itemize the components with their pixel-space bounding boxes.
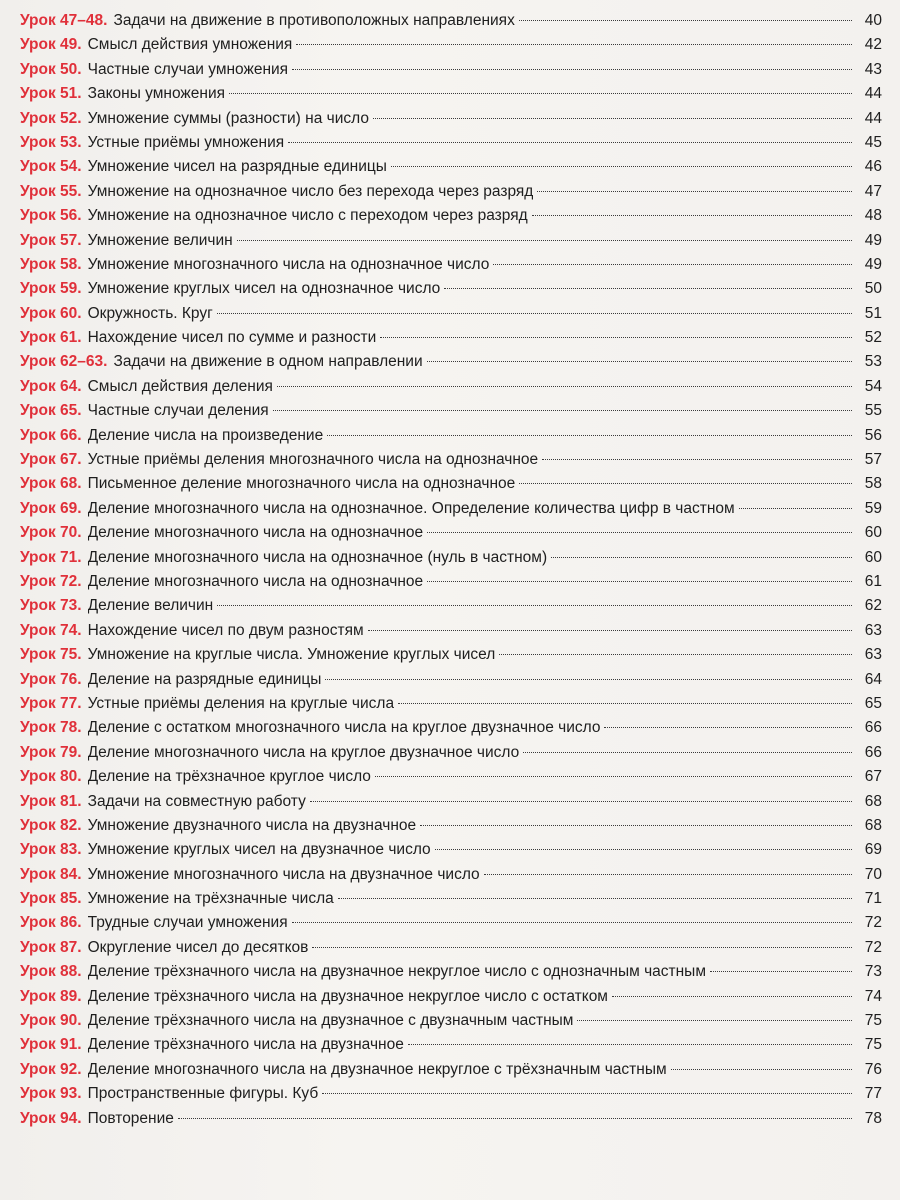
dot-leader <box>325 679 852 680</box>
toc-entry <box>20 375 882 399</box>
lesson-title: Устные приёмы умножения <box>87 133 285 151</box>
lesson-number: Урок 67. <box>20 451 82 469</box>
page-number: 69 <box>864 841 882 859</box>
lesson-title: Умножение суммы (разности) на число <box>87 109 369 127</box>
toc-entry <box>20 448 882 472</box>
page-number: 44 <box>864 85 882 103</box>
dot-leader <box>427 581 852 582</box>
page-number: 43 <box>864 60 882 78</box>
lesson-title: Умножение на однозначное число с переходом через разряд <box>87 207 528 225</box>
page-number: 57 <box>864 451 882 469</box>
dot-leader <box>237 240 852 241</box>
dot-leader <box>532 215 852 216</box>
dot-leader <box>310 801 852 802</box>
lesson-title: Деление числа на произведение <box>87 426 324 444</box>
lesson-title: Устные приёмы деления на круглые числа <box>87 694 395 712</box>
lesson-title: Умножение многозначного числа на однозначное число <box>87 255 490 273</box>
dot-leader <box>292 69 852 70</box>
page-number: 76 <box>864 1060 882 1078</box>
page-number: 73 <box>864 963 882 981</box>
lesson-title: Повторение <box>87 1109 174 1127</box>
lesson-number: Урок 73. <box>20 597 82 615</box>
lesson-title: Частные случаи деления <box>87 402 269 420</box>
lesson-number: Урок 84. <box>20 865 82 883</box>
toc-entry <box>20 619 882 643</box>
page-number: 54 <box>864 377 882 395</box>
page-number: 63 <box>864 621 882 639</box>
toc-entry <box>20 814 882 838</box>
lesson-number: Урок 87. <box>20 938 82 956</box>
lesson-number: Урок 76. <box>20 670 82 688</box>
lesson-number: Урок 62–63. <box>20 353 108 371</box>
toc-entry <box>20 155 882 179</box>
dot-leader <box>493 264 852 265</box>
toc-entry <box>20 326 882 350</box>
toc-entry <box>20 204 882 228</box>
lesson-title: Задачи на движение в одном направлении <box>113 353 423 371</box>
lesson-number: Урок 94. <box>20 1109 82 1127</box>
page-number: 48 <box>864 207 882 225</box>
lesson-title: Деление многозначного числа на круглое двузначное число <box>87 743 520 761</box>
lesson-title: Деление с остатком многозначного числа на круглое двузначное число <box>87 719 601 737</box>
lesson-number: Урок 92. <box>20 1060 82 1078</box>
toc-entry <box>20 302 882 326</box>
toc-entry <box>20 765 882 789</box>
lesson-title: Умножение двузначного числа на двузначное <box>87 816 417 834</box>
page-number: 44 <box>864 109 882 127</box>
page-number: 66 <box>864 719 882 737</box>
page-number: 40 <box>864 12 882 29</box>
dot-leader <box>338 898 852 899</box>
lesson-title: Деление трёхзначного числа на двузначное <box>87 1036 404 1054</box>
page-number: 62 <box>864 597 882 615</box>
lesson-title: Округление чисел до десятков <box>87 938 309 956</box>
lesson-number: Урок 72. <box>20 572 82 590</box>
toc-entry <box>20 887 882 911</box>
lesson-title: Деление многозначного числа на двузначное некруглое с трёхзначным частным <box>87 1060 667 1078</box>
lesson-title: Смысл действия умножения <box>87 36 293 54</box>
dot-leader <box>327 435 852 436</box>
toc-entry <box>20 911 882 935</box>
page-number: 55 <box>864 402 882 420</box>
lesson-number: Урок 93. <box>20 1085 82 1103</box>
lesson-number: Урок 78. <box>20 719 82 737</box>
dot-leader <box>380 337 852 338</box>
toc-entry <box>20 82 882 106</box>
lesson-title: Деление многозначного числа на однозначное (нуль в частном) <box>87 548 548 566</box>
toc-entry <box>20 594 882 618</box>
lesson-number: Урок 52. <box>20 109 82 127</box>
page-number: 75 <box>864 1012 882 1030</box>
toc-entry <box>20 229 882 253</box>
page-number: 68 <box>864 792 882 810</box>
page-number: 67 <box>864 768 882 786</box>
page-number: 52 <box>864 329 882 347</box>
toc-entry <box>20 643 882 667</box>
dot-leader <box>499 654 852 655</box>
toc-entry <box>20 180 882 204</box>
lesson-number: Урок 55. <box>20 182 82 200</box>
lesson-number: Урок 90. <box>20 1012 82 1030</box>
page-number: 72 <box>864 914 882 932</box>
dot-leader <box>292 922 852 923</box>
lesson-number: Урок 64. <box>20 377 82 395</box>
lesson-number: Урок 77. <box>20 694 82 712</box>
dot-leader <box>217 313 852 314</box>
page-number: 77 <box>864 1085 882 1103</box>
lesson-number: Урок 56. <box>20 207 82 225</box>
dot-leader <box>537 191 852 192</box>
lesson-number: Урок 51. <box>20 85 82 103</box>
lesson-title: Письменное деление многозначного числа на однозначное <box>87 475 516 493</box>
toc-entry <box>20 1009 882 1033</box>
toc-entry <box>20 838 882 862</box>
toc-entry <box>20 107 882 131</box>
toc-entry <box>20 472 882 496</box>
page-number: 58 <box>864 475 882 493</box>
lesson-number: Урок 91. <box>20 1036 82 1054</box>
dot-leader <box>398 703 852 704</box>
toc-entry <box>20 1107 882 1131</box>
lesson-number: Урок 79. <box>20 743 82 761</box>
lesson-number: Урок 81. <box>20 792 82 810</box>
page-number: 72 <box>864 938 882 956</box>
lesson-title: Умножение многозначного числа на двузначное число <box>87 865 480 883</box>
lesson-title: Задачи на совместную работу <box>87 792 306 810</box>
lesson-number: Урок 47–48. <box>20 12 108 29</box>
page-number: 71 <box>864 890 882 908</box>
toc-entry <box>20 131 882 155</box>
lesson-title: Деление многозначного числа на однозначное. Определение количества цифр в частном <box>87 499 735 517</box>
toc-entry <box>20 9 882 33</box>
page-number: 45 <box>864 133 882 151</box>
table-of-contents <box>20 9 882 1131</box>
page-number: 49 <box>864 255 882 273</box>
toc-entry <box>20 741 882 765</box>
page-number: 65 <box>864 694 882 712</box>
lesson-title: Деление величин <box>87 597 214 615</box>
lesson-number: Урок 69. <box>20 499 82 517</box>
toc-entry <box>20 546 882 570</box>
page-number: 60 <box>864 548 882 566</box>
lesson-title: Законы умножения <box>87 85 226 103</box>
dot-leader <box>373 118 852 119</box>
toc-entry <box>20 863 882 887</box>
toc-entry <box>20 692 882 716</box>
dot-leader <box>542 459 852 460</box>
dot-leader <box>671 1069 852 1070</box>
lesson-title: Деление трёхзначного числа на двузначное с двузначным частным <box>87 1012 574 1030</box>
page-number: 74 <box>864 987 882 1005</box>
lesson-title: Нахождение чисел по двум разностям <box>87 621 364 639</box>
lesson-title: Устные приёмы деления многозначного числа на однозначное <box>87 451 539 469</box>
lesson-title: Окружность. Круг <box>87 304 213 322</box>
lesson-number: Урок 57. <box>20 231 82 249</box>
lesson-title: Деление трёхзначного числа на двузначное некруглое число с остатком <box>87 987 608 1005</box>
lesson-title: Пространственные фигуры. Куб <box>87 1085 319 1103</box>
page-number: 61 <box>864 572 882 590</box>
toc-entry <box>20 668 882 692</box>
page-number: 70 <box>864 865 882 883</box>
dot-leader <box>519 20 852 21</box>
dot-leader <box>408 1044 852 1045</box>
lesson-title: Умножение круглых чисел на однозначное число <box>87 280 441 298</box>
dot-leader <box>229 93 852 94</box>
lesson-number: Урок 83. <box>20 841 82 859</box>
toc-entry <box>20 570 882 594</box>
dot-leader <box>420 825 852 826</box>
page-number: 42 <box>864 36 882 54</box>
lesson-number: Урок 89. <box>20 987 82 1005</box>
page-number: 68 <box>864 816 882 834</box>
lesson-title: Частные случаи умножения <box>87 60 289 78</box>
toc-entry <box>20 960 882 984</box>
toc-entry <box>20 399 882 423</box>
lesson-number: Урок 71. <box>20 548 82 566</box>
toc-entry <box>20 716 882 740</box>
dot-leader <box>523 752 852 753</box>
dot-leader <box>375 776 852 777</box>
page-number: 63 <box>864 646 882 664</box>
dot-leader <box>322 1093 852 1094</box>
dot-leader <box>739 508 852 509</box>
toc-entry <box>20 790 882 814</box>
dot-leader <box>368 630 852 631</box>
toc-entry <box>20 33 882 57</box>
lesson-number: Урок 86. <box>20 914 82 932</box>
lesson-title: Деление трёхзначного числа на двузначное некруглое число с однозначным частным <box>87 963 706 981</box>
toc-entry <box>20 936 882 960</box>
page-number: 49 <box>864 231 882 249</box>
lesson-number: Урок 60. <box>20 304 82 322</box>
lesson-title: Умножение величин <box>87 231 233 249</box>
lesson-number: Урок 65. <box>20 402 82 420</box>
lesson-number: Урок 53. <box>20 133 82 151</box>
dot-leader <box>391 166 852 167</box>
page-number: 50 <box>864 280 882 298</box>
toc-entry <box>20 424 882 448</box>
lesson-number: Урок 82. <box>20 816 82 834</box>
dot-leader <box>435 849 852 850</box>
lesson-title: Умножение на трёхзначные числа <box>87 890 334 908</box>
toc-entry <box>20 350 882 374</box>
page-number: 78 <box>864 1109 882 1127</box>
lesson-number: Урок 61. <box>20 329 82 347</box>
toc-entry <box>20 1058 882 1082</box>
page-number: 66 <box>864 743 882 761</box>
dot-leader <box>519 483 852 484</box>
lesson-title: Умножение на круглые числа. Умножение круглых чисел <box>87 646 496 664</box>
lesson-title: Нахождение чисел по сумме и разности <box>87 329 377 347</box>
dot-leader <box>612 996 852 997</box>
lesson-number: Урок 70. <box>20 524 82 542</box>
lesson-number: Урок 54. <box>20 158 82 176</box>
toc-entry <box>20 1033 882 1057</box>
lesson-number: Урок 75. <box>20 646 82 664</box>
lesson-title: Умножение на однозначное число без перехода через разряд <box>87 182 534 200</box>
lesson-number: Урок 68. <box>20 475 82 493</box>
lesson-title: Смысл действия деления <box>87 377 273 395</box>
toc-entry <box>20 277 882 301</box>
lesson-number: Урок 74. <box>20 621 82 639</box>
dot-leader <box>551 557 852 558</box>
page-number: 59 <box>864 499 882 517</box>
dot-leader <box>444 288 852 289</box>
page-number: 75 <box>864 1036 882 1054</box>
dot-leader <box>484 874 852 875</box>
lesson-number: Урок 58. <box>20 255 82 273</box>
dot-leader <box>273 410 852 411</box>
lesson-title: Деление на трёхзначное круглое число <box>87 768 371 786</box>
dot-leader <box>427 361 852 362</box>
lesson-number: Урок 88. <box>20 963 82 981</box>
page-number: 47 <box>864 182 882 200</box>
lesson-title: Деление многозначного числа на однозначное <box>87 524 424 542</box>
lesson-title: Деление многозначного числа на однозначное <box>87 572 424 590</box>
page-number: 51 <box>864 304 882 322</box>
dot-leader <box>577 1020 852 1021</box>
toc-entry <box>20 521 882 545</box>
lesson-number: Урок 49. <box>20 36 82 54</box>
toc-entry <box>20 253 882 277</box>
toc-entry <box>20 1082 882 1106</box>
lesson-number: Урок 85. <box>20 890 82 908</box>
page-number: 53 <box>864 353 882 371</box>
dot-leader <box>427 532 852 533</box>
page-number: 56 <box>864 426 882 444</box>
dot-leader <box>604 727 852 728</box>
lesson-number: Урок 66. <box>20 426 82 444</box>
dot-leader <box>178 1118 852 1119</box>
lesson-number: Урок 59. <box>20 280 82 298</box>
toc-entry <box>20 985 882 1009</box>
page-number: 64 <box>864 670 882 688</box>
dot-leader <box>277 386 852 387</box>
dot-leader <box>217 605 852 606</box>
dot-leader <box>710 971 852 972</box>
page-number: 46 <box>864 158 882 176</box>
toc-entry <box>20 58 882 82</box>
dot-leader <box>296 44 852 45</box>
lesson-title: Деление на разрядные единицы <box>87 670 322 688</box>
lesson-number: Урок 50. <box>20 60 82 78</box>
lesson-title: Умножение круглых чисел на двузначное число <box>87 841 431 859</box>
lesson-title: Трудные случаи умножения <box>87 914 288 932</box>
dot-leader <box>288 142 852 143</box>
page-number: 60 <box>864 524 882 542</box>
lesson-number: Урок 80. <box>20 768 82 786</box>
lesson-title: Умножение чисел на разрядные единицы <box>87 158 387 176</box>
toc-entry <box>20 497 882 521</box>
dot-leader <box>312 947 852 948</box>
lesson-title: Задачи на движение в противоположных направлениях <box>113 12 515 29</box>
